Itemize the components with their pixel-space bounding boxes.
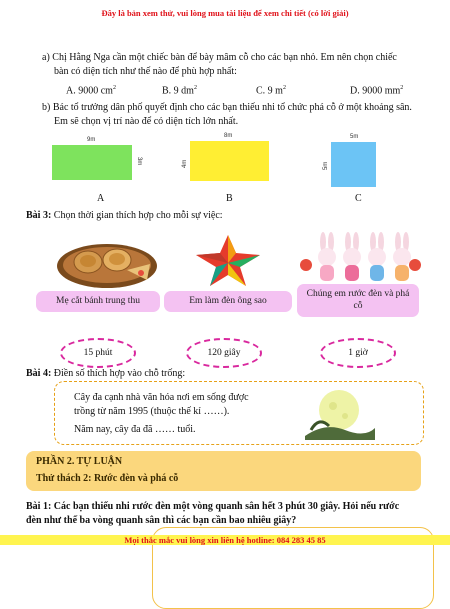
- shape-c-side-dim: 5m: [323, 161, 329, 170]
- option-a: A. 9000 $cm^2$: [66, 85, 116, 97]
- question-a-line2: bàn có diện tích như thế nào để phù hợp nhất:: [54, 66, 237, 77]
- bai4-line1: Cây đa cạnh nhà văn hóa nơi em sống được: [74, 392, 249, 403]
- event-pill-1[interactable]: Mẹ cắt bánh trung thu: [36, 291, 160, 312]
- time-oval-2[interactable]: 120 giây: [186, 338, 262, 368]
- star-lantern-illustration: [192, 233, 264, 288]
- hotline-banner: Mọi thắc mắc vui lòng xin liên hệ hotline: 084 283 45 85: [0, 535, 450, 545]
- time-oval-1[interactable]: 15 phút: [60, 338, 136, 368]
- part2-subtitle: Thử thách 2: Rước đèn và phá cỗ: [36, 473, 179, 484]
- shape-c-rect: [331, 142, 376, 187]
- bai4-line2: trồng từ năm 1995 (thuộc thế kỉ ……).: [74, 406, 230, 417]
- question-a-line1: a) Chị Hằng Nga cần một chiếc bàn để bày mâm cỗ cho các bạn nhỏ. Em nên chọn chiếc: [42, 52, 397, 63]
- bai3-heading: Bài 3: Chọn thời gian thích hợp cho mỗi sự việc:: [26, 210, 223, 221]
- bai1-line2: đèn như thế ba vòng quanh sân thì các bạn cần bao nhiêu giây?: [26, 515, 297, 526]
- shape-a-side-dim: 3m: [136, 157, 142, 166]
- mooncake-illustration: [55, 240, 165, 290]
- moon-tree-illustration: [305, 386, 375, 440]
- part2-title: PHẦN 2. TỰ LUẬN: [36, 456, 123, 467]
- shape-b-letter: B: [226, 193, 233, 204]
- time-oval-3[interactable]: 1 giờ: [320, 338, 396, 368]
- bai1-line1: Bài 1: Các bạn thiếu nhi rước đèn một vòng quanh sân hết 3 phút 30 giây. Hỏi nếu rước: [26, 501, 400, 512]
- option-c: C. 9 $m^2$: [256, 85, 286, 97]
- event-pill-2[interactable]: Em làm đèn ông sao: [164, 291, 292, 312]
- question-b-line2: Em sẽ chọn vị trí nào để có diện tích lớn nhất.: [54, 116, 239, 127]
- shape-b-top-dim: 8m: [224, 133, 233, 139]
- question-b-line1: b) Bác tổ trưởng dân phố quyết định cho các bạn thiếu nhi tổ chức phá cỗ ở một khoảng sân.: [42, 102, 412, 113]
- bai4-heading: Bài 4: Điền số thích hợp vào chỗ trống:: [26, 368, 186, 379]
- option-d: D. 9000 $mm^2$: [350, 85, 404, 97]
- event-pill-3[interactable]: Chúng em rước đèn và phá cỗ: [297, 284, 419, 317]
- shape-c-letter: C: [355, 193, 362, 204]
- option-b: B. 9 $dm^2$: [162, 85, 197, 97]
- bai4-line3: Năm nay, cây đa đã …… tuổi.: [74, 424, 196, 435]
- shape-a-top-dim: 9m: [87, 137, 96, 143]
- shape-b-rect: [190, 141, 269, 181]
- shape-a-rect: [52, 145, 132, 180]
- shape-a-letter: A: [97, 193, 105, 204]
- rabbits-lantern-illustration: [298, 230, 423, 285]
- shape-b-side-dim: 4m: [182, 159, 188, 168]
- preview-banner: Đây là bản xem thử, vui lòng mua tài liệu để xem chi tiết (có lời giải): [101, 8, 349, 18]
- shape-c-top-dim: 5m: [350, 134, 359, 140]
